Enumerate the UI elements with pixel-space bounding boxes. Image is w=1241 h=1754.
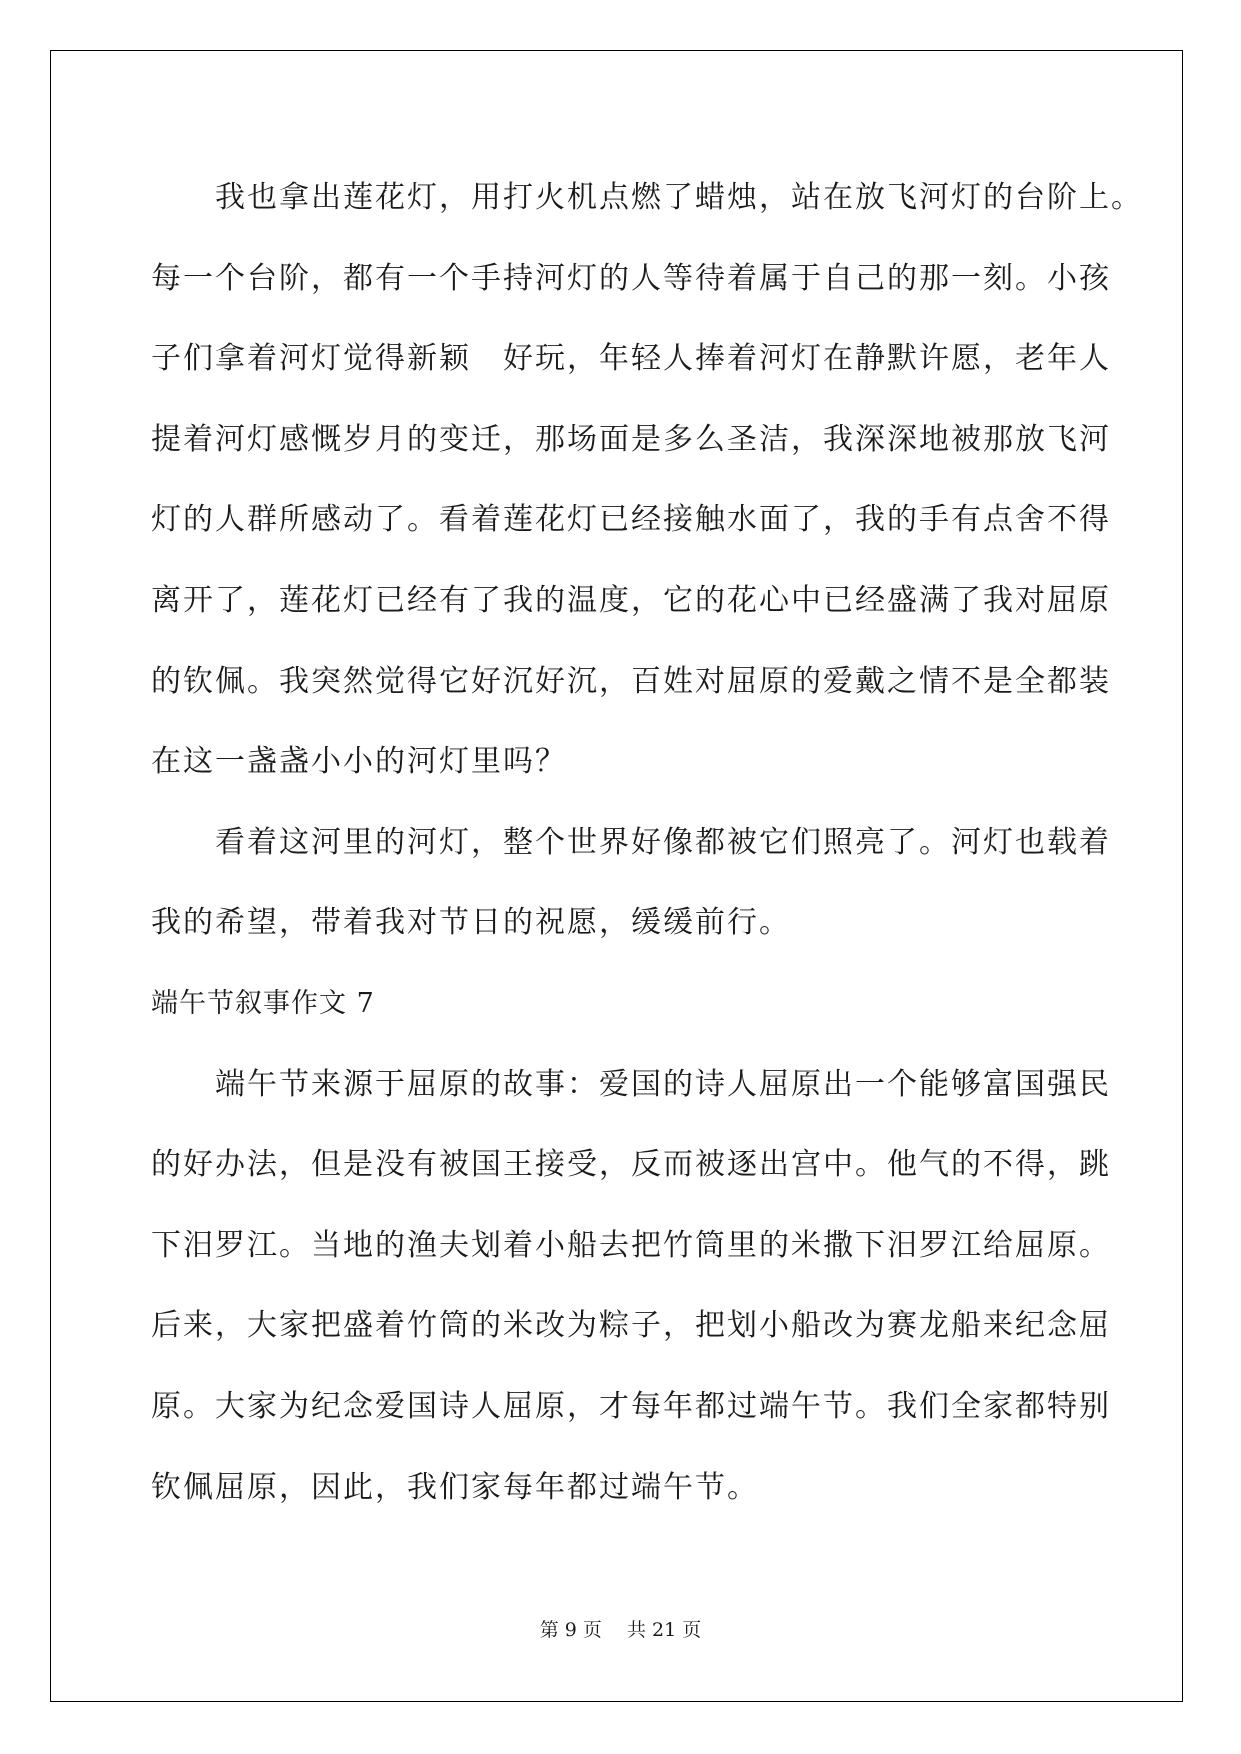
text-line: 后来，大家把盛着竹筒的米改为粽子，把划小船改为赛龙船来纪念屈 [151,1308,1111,1344]
text-line: 的好办法，但是没有被国王接受，反而被逐出宫中。他气的不得，跳 [151,1147,1111,1183]
text-line: 离开了，莲花灯已经有了我的温度，它的花心中已经盛满了我对屈原 [151,582,1111,618]
text-line: 灯的人群所感动了。看着莲花灯已经接触水面了，我的手有点舍不得 [151,502,1111,538]
text-line: 我的希望，带着我对节日的祝愿，缓缓前行。 [151,905,791,941]
page-footer [0,1615,1241,1642]
section-heading: 端午节叙事作文 7 [151,987,375,1019]
document-body [151,158,1143,1528]
text-line: 每一个台阶，都有一个手持河灯的人等待着属于自己的那一刻。小孩 [151,260,1111,296]
text-line: 的钦佩。我突然觉得它好沉好沉，百姓对屈原的爱戴之情不是全都装 [151,663,1111,699]
text-line: 提着河灯感慨岁月的变迁，那场面是多么圣洁，我深深地被那放飞河 [151,421,1111,457]
text-line: 原。大家为纪念爱国诗人屈原，才每年都过端午节。我们全家都特别 [151,1388,1111,1424]
page-number: 第 9 页 共 21 页 [539,1619,702,1641]
text-line: 钦佩屈原，因此，我们家每年都过端午节。 [151,1469,759,1505]
text-line: 我也拿出莲花灯，用打火机点燃了蜡烛，站在放飞河灯的台阶上。 [151,180,1143,215]
text-line: 端午节来源于屈原的故事：爱国的诗人屈原出一个能够富国强民 [151,1066,1111,1102]
text-line: 下汨罗江。当地的渔夫划着小船去把竹筒里的米撒下汨罗江给屈原。 [151,1227,1111,1263]
text-line: 看着这河里的河灯，整个世界好像都被它们照亮了。河灯也载着 [151,824,1111,860]
text-line: 子们拿着河灯觉得新颖 好玩，年轻人捧着河灯在静默许愿，老年人 [151,341,1111,377]
text-line: 在这一盏盏小小的河灯里吗？ [151,744,567,780]
